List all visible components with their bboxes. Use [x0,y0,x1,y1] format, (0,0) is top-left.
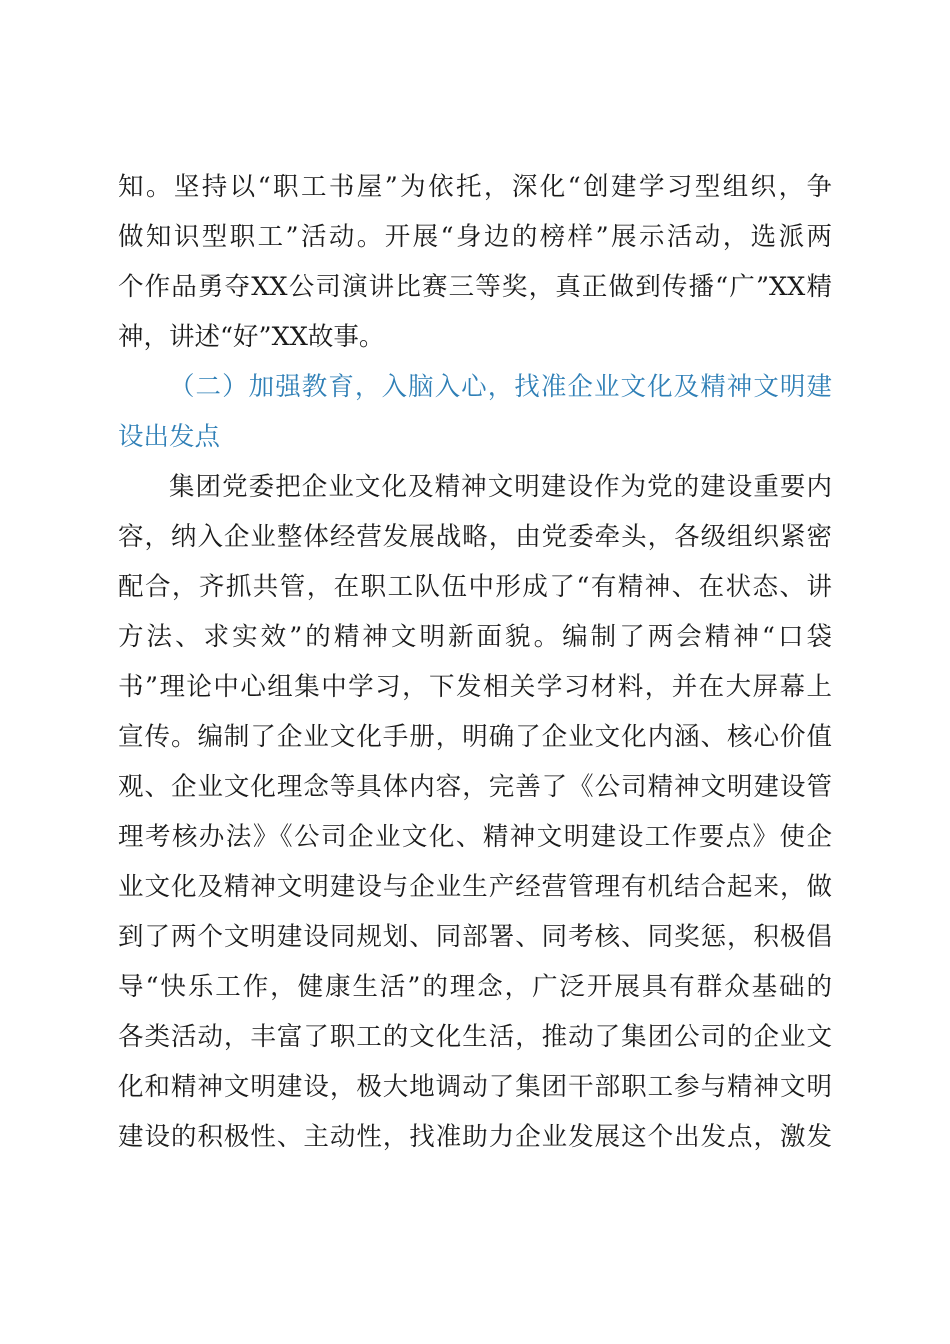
text-line: 观、企业文化理念等具体内容，完善了《公司精神文明建设管 [118,772,832,802]
text-line: 容，纳入企业整体经营发展战略，由党委牵头，各级组织紧密 [118,522,832,552]
text-line: 宣传。编制了企业文化手册，明确了企业文化内涵、核心价值 [118,722,832,752]
text-line: 书”理论中心组集中学习，下发相关学习材料，并在大屏幕上 [118,672,832,702]
text-line: 理考核办法》《公司企业文化、精神文明建设工作要点》使企 [118,822,832,852]
document-page [118,162,832,1162]
paragraph-2 [118,462,832,1162]
text-line: 化和精神文明建设，极大地调动了集团干部职工参与精神文明 [118,1072,832,1102]
text-line: 知。坚持以“职工书屋”为依托，深化“创建学习型组织，争 [118,172,832,202]
text-line: 集团党委把企业文化及精神文明建设作为党的建设重要内 [169,472,832,502]
text-line: 业文化及精神文明建设与企业生产经营管理有机结合起来，做 [118,872,832,902]
text-line: 建设的积极性、主动性，找准助力企业发展这个出发点，激发 [118,1122,832,1152]
text-line: 各类活动，丰富了职工的文化生活，推动了集团公司的企业文 [118,1022,832,1052]
paragraph-1 [118,162,832,362]
text-line: 配合，齐抓共管，在职工队伍中形成了“有精神、在状态、讲 [118,572,832,602]
heading-line: （二）加强教育，入脑入心，找准企业文化及精神文明建 [169,372,832,402]
heading-line: 设出发点 [118,422,221,452]
text-line: 方法、求实效”的精神文明新面貌。编制了两会精神“口袋 [118,622,832,652]
text-line: 导“快乐工作，健康生活”的理念，广泛开展具有群众基础的 [118,972,832,1002]
section-heading [118,362,832,462]
text-line: 到了两个文明建设同规划、同部署、同考核、同奖惩，积极倡 [118,922,832,952]
text-line: 个作品勇夺XX公司演讲比赛三等奖，真正做到传播“广”XX精 [118,272,832,302]
text-line: 做知识型职工”活动。开展“身边的榜样”展示活动，选派两 [118,222,832,252]
text-line: 神，讲述“好”XX故事。 [118,322,385,352]
